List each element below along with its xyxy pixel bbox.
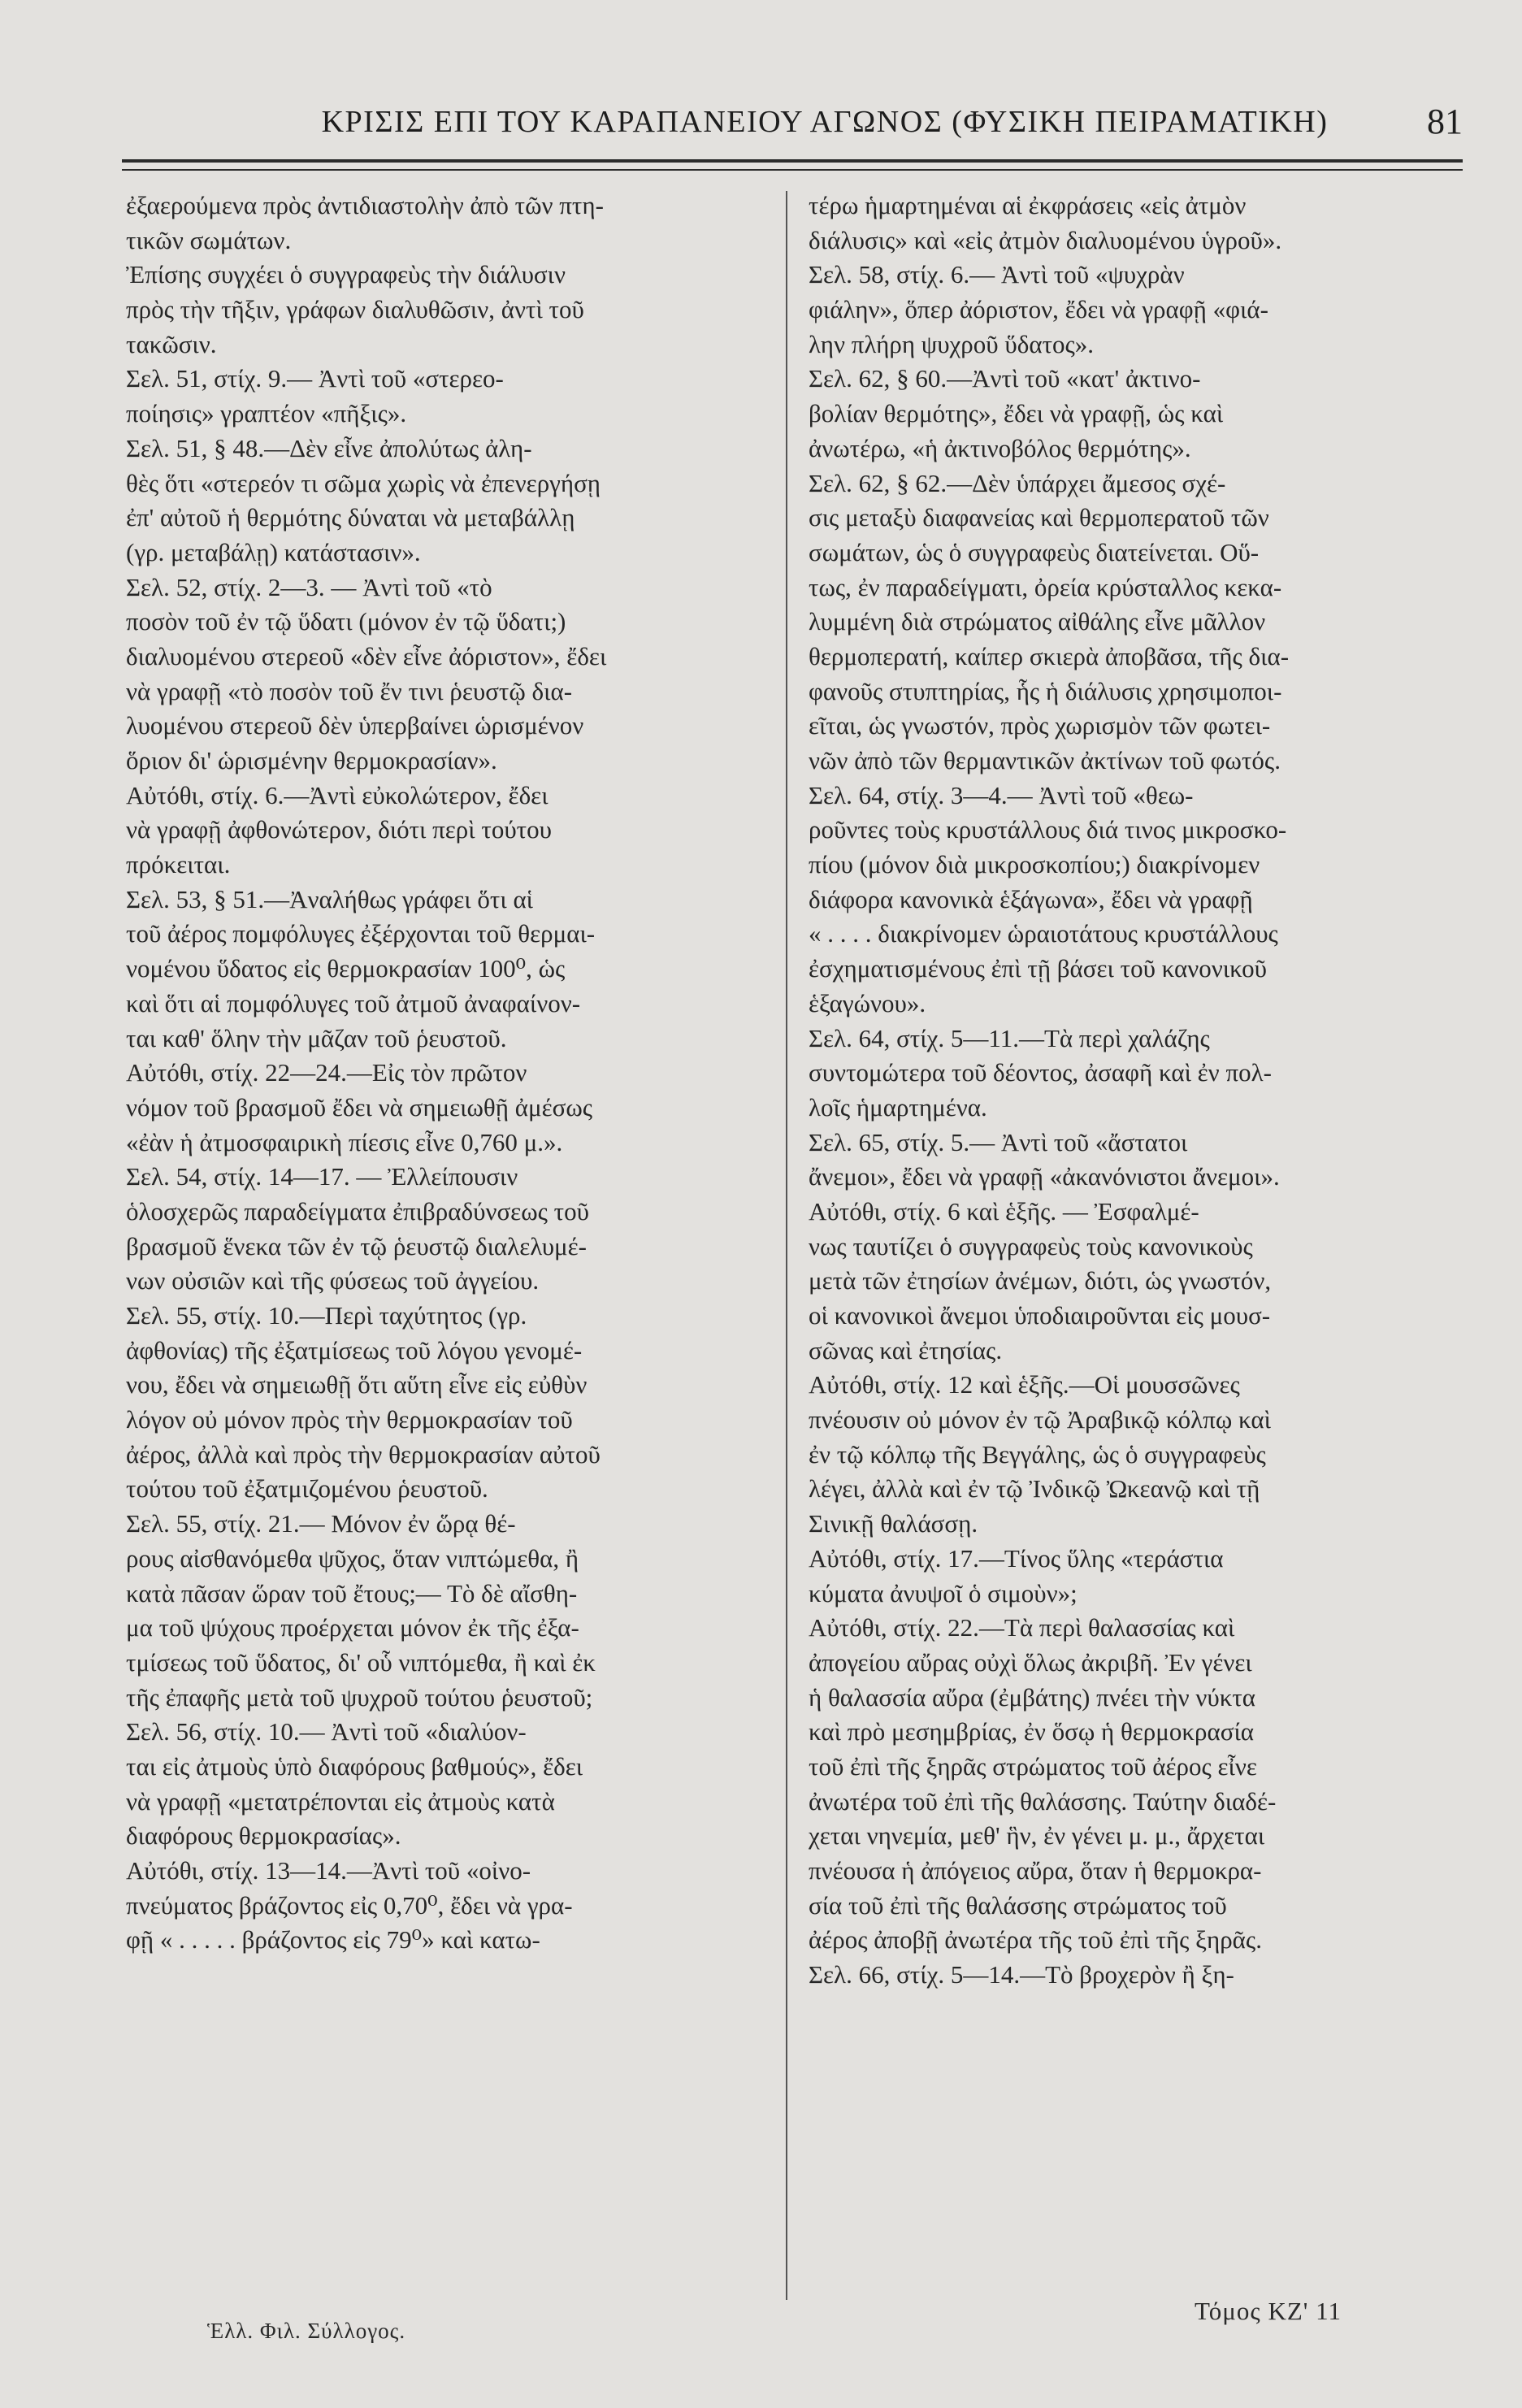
text-line: τμίσεως τοῦ ὕδατος, δι' οὗ νιπτόμεθα, ἢ καὶ ἐκ [126, 1647, 596, 1677]
text-line: Αὐτόθι, στίχ. 17.—Τίνος ὕλης «τεράστια [809, 1543, 1224, 1573]
text-line: Σελ. 53, § 51.—Ἀναλήθως γράφει ὅτι αἱ [126, 884, 534, 913]
text-line: τικῶν σωμάτων. [126, 225, 292, 254]
text-line: εῖται, ὡς γνωστόν, πρὸς χωρισμὸν τῶν φωτει- [809, 711, 1271, 740]
text-line: σωμάτων, ὡς ὁ συγγραφεὺς διατείνεται. Οὕ- [809, 537, 1260, 566]
text-line: πνεύματος βράζοντος εἰς 0,70⁰, ἔδει νὰ γρα- [126, 1890, 573, 1920]
text-line: τως, ἐν παραδείγματι, ὀρεία κρύσταλλος κεκα- [809, 572, 1282, 601]
text-line: μετὰ τῶν ἐτησίων ἀνέμων, διότι, ὡς γνωστόν, [809, 1266, 1272, 1295]
text-line: πρόκειται. [126, 850, 231, 879]
text-line: ρους αἰσθανόμεθα ψῦχος, ὅταν νιπτώμεθα, ἢ [126, 1543, 579, 1573]
text-line: φιάλην», ὅπερ ἀόριστον, ἔδει νὰ γραφῇ «φιά- [809, 295, 1268, 324]
text-line: χεται νηνεμία, μεθ' ἣν, ἐν γένει μ. μ., ἄρχεται [809, 1821, 1265, 1850]
text-line: ὁλοσχερῶς παραδείγματα ἐπιβραδύνσεως τοῦ [126, 1196, 589, 1226]
text-line: διαφόρους θερμοκρασίας». [126, 1821, 401, 1850]
text-line: συντομώτερα τοῦ δέοντος, ἀσαφῆ καὶ ἐν πολ- [809, 1058, 1272, 1087]
text-line: Σελ. 52, στίχ. 2—3. — Ἀντὶ τοῦ «τὸ [126, 572, 492, 601]
text-line: ἀνωτέρα τοῦ ἐπὶ τῆς θαλάσσης. Ταύτην διαδέ- [809, 1786, 1277, 1816]
text-line: καὶ πρὸ μεσημβρίας, ἐν ὅσῳ ἡ θερμοκρασία [809, 1717, 1255, 1746]
page-number: 81 [1427, 102, 1463, 141]
text-line: λέγει, ἀλλὰ καὶ ἐν τῷ Ἰνδικῷ Ὠκεανῷ καὶ τῇ [809, 1474, 1260, 1503]
text-line: Σελ. 56, στίχ. 10.— Ἀντὶ τοῦ «διαλύον- [126, 1717, 527, 1746]
text-line: Αὐτόθι, στίχ. 22.—Τὰ περὶ θαλασσίας καὶ [809, 1613, 1235, 1642]
text-line: κατὰ πᾶσαν ὥραν τοῦ ἔτους;— Τὸ δὲ αἴσθη- [126, 1578, 578, 1608]
text-line: βολίαν θερμότης», ἔδει νὰ γραφῇ, ὡς καὶ [809, 399, 1224, 428]
text-line: Σελ. 54, στίχ. 14—17. — Ἐλλείπουσιν [126, 1162, 518, 1191]
text-line: νὰ γραφῇ «μετατρέπονται εἰς ἀτμοὺς κατὰ [126, 1786, 555, 1816]
text-line: διαλυομένου στερεοῦ «δὲν εἶνε ἀόριστον», ἔδει [126, 641, 607, 670]
text-line: φανοῦς στυπτηρίας, ἧς ἡ διάλυσις χρησιμοποι- [809, 676, 1282, 705]
text-line: νόμον τοῦ βρασμοῦ ἔδει νὰ σημειωθῇ ἀμέσως [126, 1092, 592, 1122]
signature-footer: Ἑλλ. Φιλ. Σύλλογος. [207, 2319, 406, 2343]
text-line: ἐν τῷ κόλπῳ τῆς Βεγγάλης, ὡς ὁ συγγραφεὺς [809, 1439, 1266, 1469]
text-line: νων οὐσιῶν καὶ τῆς φύσεως τοῦ ἀγγείου. [126, 1266, 540, 1295]
text-line: ὅριον δι' ὡρισμένην θερμοκρασίαν». [126, 746, 497, 774]
text-line: θερμοπερατή, καίπερ σκιερὰ ἀποβᾶσα, τῆς δια- [809, 641, 1290, 670]
text-line: «ἐὰν ἡ ἀτμοσφαιρικὴ πίεσις εἶνε 0,760 μ.». [126, 1127, 563, 1156]
text-line: τέρω ἡμαρτημέναι αἱ ἐκφράσεις «εἰς ἀτμὸν [809, 191, 1247, 219]
text-line: Σελ. 58, στίχ. 6.— Ἀντὶ τοῦ «ψυχρὰν [809, 260, 1185, 289]
text-line: ἄνεμοι», ἔδει νὰ γραφῇ «ἀκανόνιστοι ἄνεμοι». [809, 1162, 1280, 1191]
text-line: Αὐτόθι, στίχ. 6.—Ἀντὶ εὐκολώτερον, ἔδει [126, 780, 549, 809]
text-line: πρὸς τὴν τῆξιν, γράφων διαλυθῶσιν, ἀντὶ τοῦ [126, 295, 584, 324]
text-line: ἀφθονίας) τῆς ἐξατμίσεως τοῦ λόγου γενομέ- [126, 1335, 583, 1365]
text-line: ἑξαγώνου». [809, 988, 926, 1017]
text-line: οἱ κανονικοὶ ἄνεμοι ὑποδιαιροῦνται εἰς μουσ- [809, 1301, 1271, 1330]
text-line: λυομένου στερεοῦ δὲν ὑπερβαίνει ὡρισμένον [126, 711, 584, 740]
text-line: ἐσχηματισμένους ἐπὶ τῇ βάσει τοῦ κανονικοῦ [809, 954, 1267, 983]
text-line: πνέουσα ἡ ἀπόγειος αὔρα, ὅταν ἡ θερμοκρα- [809, 1856, 1262, 1885]
text-line: Σελ. 51, § 48.—Δὲν εἶνε ἀπολύτως ἀλη- [126, 433, 532, 462]
text-line: πνέουσιν οὐ μόνον ἐν τῷ Ἀραβικῷ κόλπῳ καὶ [809, 1405, 1271, 1434]
text-line: ἀνωτέρω, «ἡ ἀκτινοβόλος θερμότης». [809, 433, 1191, 462]
text-line: ἀέρος ἀποβῇ ἀνωτέρα τῆς τοῦ ἐπὶ τῆς ξηρᾶς. [809, 1925, 1262, 1955]
right-column [809, 189, 1450, 1993]
text-line: Αὐτόθι, στίχ. 12 καὶ ἑξῆς.—Οἱ μουσσῶνες [809, 1370, 1240, 1399]
text-line: ἀπογείου αὔρας οὐχὶ ὅλως ἀκριβῆ. Ἐν γένει [809, 1647, 1252, 1677]
text-line: ἐξαερούμενα πρὸς ἀντιδιαστολὴν ἀπὸ τῶν πτη- [126, 191, 604, 219]
text-line: ται εἰς ἀτμοὺς ὑπὸ διαφόρους βαθμούς», ἔδει [126, 1751, 583, 1781]
text-line: φῇ « . . . . . βράζοντος εἰς 79⁰» καὶ κατω- [126, 1925, 540, 1955]
text-line: Σελ. 65, στίχ. 5.— Ἀντὶ τοῦ «ἄστατοι [809, 1127, 1188, 1156]
text-line: Σελ. 55, στίχ. 10.—Περὶ ταχύτητος (γρ. [126, 1301, 527, 1330]
text-line: νὰ γραφῇ «τὸ ποσὸν τοῦ ἔν τινι ῥευστῷ δια- [126, 676, 573, 705]
text-line: Σελ. 62, § 62.—Δὲν ὑπάρχει ἄμεσος σχέ- [809, 468, 1226, 497]
text-line: σῶνας καὶ ἐτησίας. [809, 1335, 1003, 1365]
text-line: τῆς ἐπαφῆς μετὰ τοῦ ψυχροῦ τούτου ῥευστοῦ; [126, 1682, 593, 1712]
text-line: Σελ. 62, § 60.—Ἀντὶ τοῦ «κατ' ἀκτινο- [809, 364, 1201, 393]
text-line: μα τοῦ ψύχους προέρχεται μόνον ἐκ τῆς ἐξα- [126, 1613, 579, 1642]
text-line: Σελ. 64, στίχ. 5—11.—Τὰ περὶ χαλάζης [809, 1023, 1210, 1052]
text-line: τούτου τοῦ ἐξατμιζομένου ῥευστοῦ. [126, 1474, 488, 1503]
text-line: Αὐτόθι, στίχ. 13—14.—Ἀντὶ τοῦ «οἰνο- [126, 1856, 531, 1885]
header-rule-thick [122, 159, 1463, 163]
text-line: νου, ἔδει νὰ σημειωθῇ ὅτι αὕτη εἶνε εἰς εὐθὺν [126, 1370, 588, 1399]
text-line: θὲς ὅτι «στερεόν τι σῶμα χωρὶς νὰ ἐπενεργήσῃ [126, 468, 601, 497]
text-line: τακῶσιν. [126, 329, 217, 358]
text-line: (γρ. μεταβάλῃ) κατάστασιν». [126, 537, 421, 566]
text-line: νως ταυτίζει ὁ συγγραφεὺς τοὺς κανονικοὺς [809, 1231, 1253, 1260]
text-line: Σελ. 51, στίχ. 9.— Ἀντὶ τοῦ «στερεο- [126, 364, 504, 393]
text-line: νὰ γραφῇ ἀφθονώτερον, διότι περὶ τούτου [126, 815, 552, 844]
text-line: ἐπ' αὐτοῦ ἡ θερμότης δύναται νὰ μεταβάλλῃ [126, 503, 575, 532]
header-rule-thin [122, 169, 1463, 171]
text-line: τοῦ ἀέρος πομφόλυγες ἐξέρχονται τοῦ θερμαι- [126, 919, 596, 948]
text-line: λοῖς ἡμαρτημένα. [809, 1092, 987, 1122]
text-line: νῶν ἀπὸ τῶν θερμαντικῶν ἀκτίνων τοῦ φωτός. [809, 746, 1281, 774]
text-line: Σελ. 55, στίχ. 21.— Μόνον ἐν ὥρᾳ θέ- [126, 1509, 516, 1538]
text-line: σις μεταξὺ διαφανείας καὶ θερμοπερατοῦ τῶν [809, 503, 1269, 532]
running-head: ΚΡΙΣΙΣ ΕΠΙ ΤΟΥ ΚΑΡΑΠΑΝΕΙΟΥ ΑΓΩΝΟΣ (ΦΥΣΙΚΗ ΠΕΙΡΑΜΑΤΙΚΗ) [321, 105, 1329, 139]
text-line: Σινικῇ θαλάσσῃ. [809, 1509, 978, 1538]
text-line: λυμμένη διὰ στρώματος αἰθάλης εἶνε μᾶλλον [809, 607, 1266, 636]
text-line: τοῦ ἐπὶ τῆς ξηρᾶς στρώματος τοῦ ἀέρος εἶνε [809, 1751, 1257, 1781]
text-line: Αὐτόθι, στίχ. 22—24.—Εἰς τὸν πρῶτον [126, 1058, 527, 1087]
text-line: λην πλήρη ψυχροῦ ὕδατος». [809, 329, 1095, 358]
text-line: ποίησις» γραπτέον «πῆξις». [126, 399, 407, 428]
text-line: Σελ. 64, στίχ. 3—4.— Ἀντὶ τοῦ «θεω- [809, 780, 1194, 809]
text-line: ποσὸν τοῦ ἐν τῷ ὕδατι (μόνον ἐν τῷ ὕδατι;) [126, 607, 566, 636]
volume-footer: Τόμος ΚΖ' 11 [1195, 2297, 1342, 2325]
left-column [126, 189, 768, 1958]
page-header [122, 104, 1463, 153]
text-line: καὶ ὅτι αἱ πομφόλυγες τοῦ ἀτμοῦ ἀναφαίνον- [126, 988, 581, 1017]
text-line: « . . . . διακρίνομεν ὡραιοτάτους κρυστάλλους [809, 919, 1278, 948]
text-line: πίου (μόνον διὰ μικροσκοπίου;) διακρίνομεν [809, 850, 1260, 879]
text-line: διάφορα κανονικὰ ἑξάγωνα», ἔδει νὰ γραφῇ [809, 884, 1253, 913]
text-line: Σελ. 66, στίχ. 5—14.—Τὸ βροχερὸν ἢ ξη- [809, 1960, 1234, 1989]
column-divider [786, 191, 787, 2300]
text-line: νομένου ὕδατος εἰς θερμοκρασίαν 100⁰, ὡς [126, 954, 566, 983]
text-line: βρασμοῦ ἕνεκα τῶν ἐν τῷ ῥευστῷ διαλελυμέ- [126, 1231, 588, 1260]
text-line: ἡ θαλασσία αὔρα (ἐμβάτης) πνέει τὴν νύκτα [809, 1682, 1256, 1712]
text-line: λόγον οὐ μόνον πρὸς τὴν θερμοκρασίαν τοῦ [126, 1405, 573, 1434]
text-line: ται καθ' ὅλην τὴν μᾶζαν τοῦ ῥευστοῦ. [126, 1023, 507, 1052]
text-line: διάλυσις» καὶ «εἰς ἀτμὸν διαλυομένου ὑγροῦ». [809, 225, 1282, 254]
text-line: σία τοῦ ἐπὶ τῆς θαλάσσης στρώματος τοῦ [809, 1890, 1227, 1920]
text-line: κύματα ἀνυψοῖ ὁ σιμοὺν»; [809, 1578, 1078, 1608]
text-line: Ἐπίσης συγχέει ὁ συγγραφεὺς τὴν διάλυσιν [126, 260, 566, 289]
text-line: Αὐτόθι, στίχ. 6 καὶ ἑξῆς. — Ἐσφαλμέ- [809, 1196, 1199, 1226]
text-line: ἀέρος, ἀλλὰ καὶ πρὸς τὴν θερμοκρασίαν αὐτοῦ [126, 1439, 601, 1469]
text-line: ροῦντες τοὺς κρυστάλλους διά τινος μικροσκο- [809, 815, 1287, 844]
